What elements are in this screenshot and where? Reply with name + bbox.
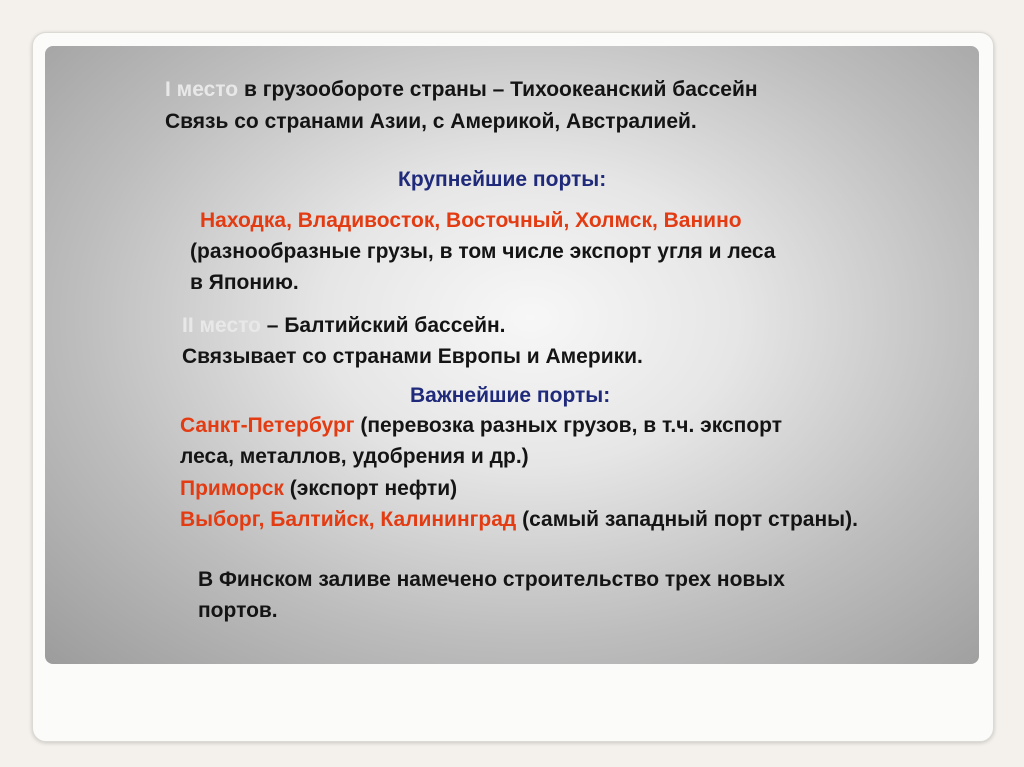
pacific-ports-names: Находка, Владивосток, Восточный, Холмск, Ванино xyxy=(200,209,742,232)
spb-line xyxy=(180,410,782,441)
primorsk-name: Приморск xyxy=(180,477,284,500)
vyborg-line xyxy=(180,504,858,535)
primorsk-line xyxy=(180,473,457,504)
gulf-note-line2: портов. xyxy=(198,599,278,622)
pacific-basin-text: в грузообороте страны – Тихоокеанский бассейн xyxy=(238,78,758,101)
pacific-basin-line xyxy=(165,74,758,105)
baltic-basin-line xyxy=(182,310,506,341)
pacific-links-text: Связь со странами Азии, с Америкой, Австралией. xyxy=(165,110,697,133)
spb-desc: (перевозка разных грузов, в т.ч. экспорт xyxy=(354,414,782,437)
spb-desc-line2: леса, металлов, удобрения и др.) xyxy=(180,445,529,468)
vyborg-desc: (самый западный порт страны). xyxy=(516,508,858,531)
vyborg-names: Выборг, Балтийск, Калининград xyxy=(180,508,517,531)
gulf-note-line1: В Финском заливе намечено строительство трех новых xyxy=(198,568,785,591)
largest-ports-heading: Крупнейшие порты: xyxy=(398,168,607,191)
pacific-ports-desc-line2: в Японию. xyxy=(190,271,299,294)
baltic-basin-text: – Балтийский бассейн. xyxy=(260,314,506,337)
second-place-label: II место xyxy=(182,314,261,337)
first-place-label: I место xyxy=(165,78,239,101)
spb-name: Санкт-Петербург xyxy=(180,414,355,437)
main-ports-heading: Важнейшие порты: xyxy=(410,384,611,407)
primorsk-desc: (экспорт нефти) xyxy=(283,477,458,500)
pacific-ports-desc-line1: (разнообразные грузы, в том числе экспорт угля и леса xyxy=(190,240,776,263)
baltic-links-text: Связывает со странами Европы и Америки. xyxy=(182,345,643,368)
